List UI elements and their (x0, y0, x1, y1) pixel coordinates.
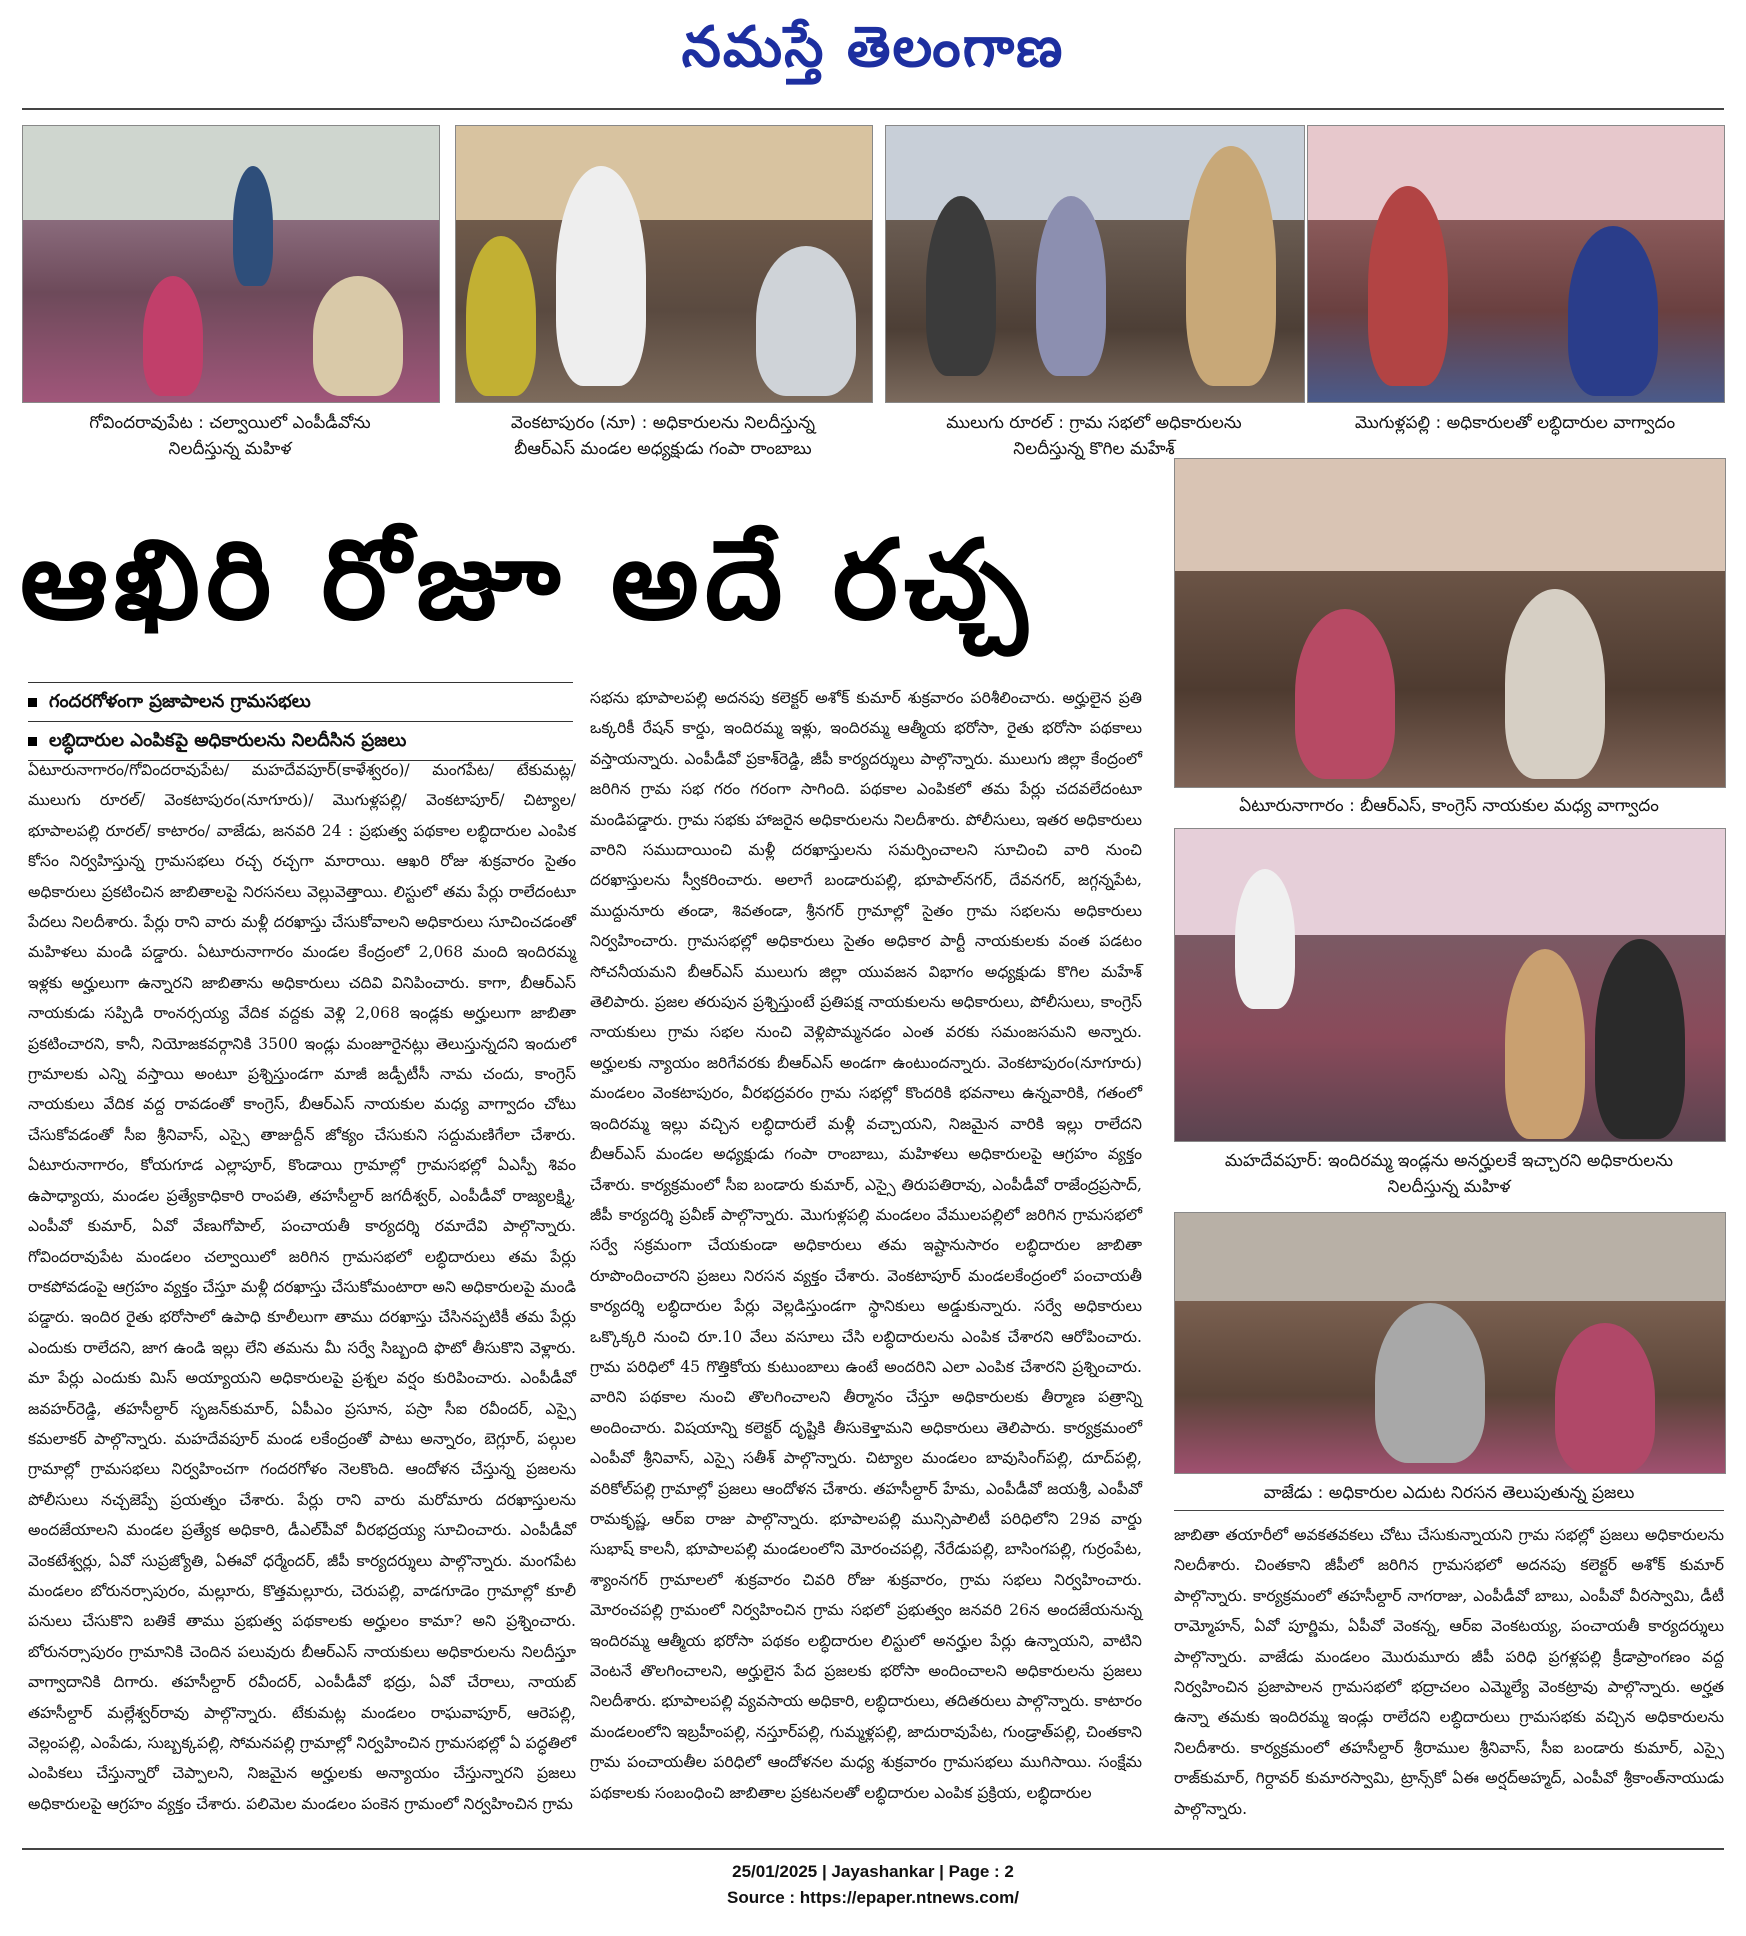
bullet-square-icon (28, 737, 37, 746)
caption-line: నిలదీస్తున్న కొగిల మహేశ్‌ (1013, 439, 1175, 459)
article-column-1 (28, 755, 576, 1813)
newspaper-title: నమస్తే తెలంగాణ (681, 14, 1065, 80)
photo-govindaraopet (22, 125, 440, 403)
bullet-square-icon (28, 698, 37, 707)
headline (20, 505, 1160, 655)
caption-divider (1174, 1510, 1724, 1511)
footer-divider (22, 1848, 1724, 1850)
article-text: జాబితా తయారీలో అవకతవకలు చోటు చేసుకున్నాయని గ్రామ సభల్లో ప్రజలు అధికారులను నిలదీశారు. చింతకాని జీపీలో జరిగిన గ్రామసభలో అదనపు కలెక్టర్‌ అశోక్‌ కుమార్‌ పాల్గొన్నారు. కార్యక్రమంలో తహసీల్దార్‌ నాగరాజు, ఎంపీడీవో బాబు, ఎంపీవో వీరస్వామి, డీటీ రామ్మోహన్‌, ఏవో పూర్ణిమ, ఏపీవో వెంకన్న, ఆర్‌ఐ వెంకటయ్య, పంచాయతీ కార్యదర్శులు పాల్గొన్నారు. వాజేడు మండలం మొరుమూరు జీపీ పరిధి ప్రగళ్లపల్లి క్రీడాప్రాంగణం వద్ద నిర్వహించిన ప్రజాపాలన గ్రామసభలో భద్రాచలం ఎమ్మెల్యే వెంకట్రావు పాల్గొన్నారు. అర్హత ఉన్నా తమకు ఇందిరమ్మ ఇండ్లు రాలేదని లబ్ధిదారులు గ్రామసభకు వచ్చిన అధికారులను నిలదీశారు. కార్యక్రమంలో తహసీల్దార్‌ శ్రీరాముల శ్రీనివాస్‌, సీఐ బండారు కుమార్‌, ఎస్సై రాజ్‌కుమార్‌, గిర్దావర్‌ కుమారస్వామి, ట్రాన్స్‌కో ఏఈ అర్షద్‌అహ్మద్‌, ఎంపీవో శ్రీకాంత్‌నాయుడు పాల్గొన్నారు. (1174, 1526, 1724, 1818)
bullet-item (28, 724, 573, 758)
subheading-bullets (28, 680, 573, 763)
caption-line: ఏటూరునాగారం : బీఆర్‌ఎస్‌, కాంగ్రెస్‌ నాయకుల మధ్య వాగ్వాదం (1239, 796, 1659, 816)
caption-line: వాజేడు : అధికారుల ఎదుట నిరసన తెలుపుతున్న ప్రజలు (1263, 1483, 1635, 1503)
caption-line: నిలదీస్తున్న మహిళ (168, 439, 292, 459)
photo-caption-eturunagaram (1174, 793, 1724, 819)
photo-venkatapuram (455, 125, 873, 403)
masthead (0, 0, 1746, 90)
caption-line: బీఆర్‌ఎస్‌ మండల అధ్యక్షుడు గంపా రాంబాబు (514, 439, 812, 459)
caption-line: మహదేవపూర్‌: ఇందిరమ్మ ఇండ్లను అనర్హులకే ఇచ్చారని అధికారులను (1224, 1151, 1674, 1171)
footer-source-line: Source : https://epaper.ntnews.com/ (727, 1888, 1019, 1907)
masthead-divider (22, 108, 1724, 110)
caption-line: వెంకటాపురం (నూ) : అధికారులను నిలదీస్తున్న (510, 413, 816, 433)
photo-caption-vajedu (1174, 1480, 1724, 1506)
photo-mogullapalli (1307, 125, 1725, 403)
article-text: సభను భూపాలపల్లి అదనపు కలెక్టర్‌ అశోక్‌ కుమార్‌ శుక్రవారం పరిశీలించారు. అర్హులైన ప్రతి ఒక్కరికీ రేషన్‌ కార్డు, ఇందిరమ్మ ఇళ్లు, ఇందిరమ్మ ఆత్మీయ భరోసా, రైతు భరోసా పథకాలు వస్తాయన్నారు. ఎంపీడీవో ప్రకాశ్‌రెడ్డి, జీపీ కార్యదర్శులు పాల్గొన్నారు. ములుగు జిల్లా కేంద్రంలో జరిగిన గ్రామ సభ గరం గరంగా సాగింది. పథకాల ఎంపికలో తమ పేర్లు చదవలేదంటూ మండిపడ్డారు. గ్రామ సభకు హాజరైన అధికారులను నిలదీశారు. పోలీసులు, ఇతర అధికారులు వారిని సముదాయించి మళ్లీ దరఖాస్తులను సమర్పించాలని సూచించి వారి నుంచి దరఖాస్తులను స్వీకరించారు. అలాగే బండారుపల్లి, భూపాల్‌నగర్‌, దేవనగర్‌, జగ్గన్నపేట, ముద్దునూరు తండా, శివతండా, శ్రీనగర్‌ గ్రామాల్లో సైతం గ్రామ సభలను అధికారులు నిర్వహించారు. గ్రామసభల్లో అధికారులు సైతం అధికార పార్టీ నాయకులకు వంత పడటం సోచనీయమని బీఆర్‌ఎస్‌ ములుగు జిల్లా యువజన విభాగం అధ్యక్షుడు కొగిల మహేశ్‌ తెలిపారు. ప్రజల తరుపున ప్రశ్నిస్తుంటే ప్రతిపక్ష నాయకులను అధికారులు, పోలీసులు, కాంగ్రెస్‌ నాయకులు గ్రామ సభల నుంచి వెళ్లిపొమ్మనడం ఎంత వరకు సమంజసమని అన్నారు. అర్హులకు న్యాయం జరిగేవరకు బీఆర్‌ఎస్‌ అండగా ఉంటుందన్నారు. వెంకటాపురం(నూగూరు) మండలం వెంకటాపురం, వీరభద్రవరం గ్రామ సభల్లో కొందరికి భవనాలు ఉన్నవారికి, గతంలో ఇందిరమ్మ ఇల్లు వచ్చిన లబ్ధిదారులే మళ్లీ వచ్చాయని, నిజమైన వారికి ఇల్లు రాలేదని బీఆర్‌ఎస్‌ మండల అధ్యక్షుడు గంపా రాంబాబు, మహిళలు అధికారులపై ఆగ్రహం వ్యక్తం చేశారు. కార్యక్రమంలో సీఐ బండారు కుమార్‌, ఎస్సై తిరుపతిరావు, ఎంపీడీవో రాజేంద్రప్రసాద్‌, జీపీ కార్యదర్శి ప్రవీణ్‌ పాల్గొన్నారు. మొగుళ్లపల్లి మండలం వేములపల్లిలో జరిగిన గ్రామసభలో సర్వే సక్రమంగా చేయకుండా అధికారులు తమ ఇష్టానుసారం లబ్ధిదారుల జాబితా రూపొందించారని ప్రజలు నిరసన వ్యక్తం చేశారు. వెంకటాపూర్‌ మండలకేంద్రంలో పంచాయతీ కార్యదర్శి లబ్ధిదారుల పేర్లు వెల్లడిస్తుండగా స్థానికులు అడ్డుకున్నారు. సర్వే అధికారులు ఒక్కొక్కరి నుంచి రూ.10 వేలు వసూలు చేసి లబ్ధిదారులను ఎంపిక చేశారని ఆరోపించారు. గ్రామ పరిధిలో 45 గొత్తికోయ కుటుంబాలు ఉంటే అందరిని ఎలా ఎంపిక చేశారని ప్రశ్నించారు. వారిని పథకాల నుంచి తొలగించాలని తీర్మానం చేస్తూ అధికారులకు తీర్మాణ పత్రాన్ని అందించారు. విషయాన్ని కలెక్టర్‌ దృష్టికి తీసుకెళ్తామని అధికారులు తెలిపారు. కార్యక్రమంలో ఎంపీవో శ్రీనివాస్‌, ఎస్సై సతీశ్‌ పాల్గొన్నారు. చిట్యాల మండలం బావుసింగ్‌పల్లి, దూద్‌పల్లి, వరికోల్‌పల్లి గ్రామాల్లో ప్రజలు ఆందోళన చేశారు. తహసీల్దార్‌ హేమ, ఎంపీడీవో జయశ్రీ, ఎంపీవో రామకృష్ణ, ఆర్‌ఐ రాజు పాల్గొన్నారు. భూపాలపల్లి మున్సిపాలిటీ పరిధిలోని 29వ వార్డు సుభాష్‌ కాలనీ, భూపాలపల్లి మండలంలోని మోరంచపల్లి, నేరేడుపల్లి, బాసింగపల్లి, గుర్రంపేట, శ్యాంనగర్‌ గ్రామాలలో శుక్రవారం చివరి రోజు శుక్రవారం, గ్రామ సభలు నిర్వహించారు. మోరంచపల్లి గ్రామంలో నిర్వహించిన గ్రామ సభలో ప్రభుత్వం జనవరి 26న అందజేయనున్న ఇందిరమ్మ ఆత్మీయ భరోసా పథకం లబ్ధిదారుల లిస్టులో అనర్హుల పేర్లు ఉన్నాయని, వాటిని వెంటనే తొలగించాలని, అర్హులైన పేద ప్రజలకు భరోసా అందించాలని అధికారులను ప్రజలు నిలదీశారు. భూపాలపల్లి వ్యవసాయ అధికారి, లబ్ధిదారులు, తదితరులు పాల్గొన్నారు. కాటారం మండలంలోని ఇబ్రహీంపల్లి, నస్తూర్‌పల్లి, గుమ్మళ్లపల్లి, జాదురావుపేట, గుండ్రాత్‌పల్లి, చింతకాని గ్రామ పంచాయతీల పరిధిలో ఆందోళనల మధ్య శుక్రవారం గ్రామసభలు ముగిసాయి. సంక్షేమ పథకాలకు సంబంధించి జాబితాల ప్రకటనలతో లబ్ధిదారుల ఎంపిక ప్రక్రియ, లబ్ధిదారుల (590, 689, 1143, 1802)
photo-caption-govindaraopet (22, 410, 438, 462)
photo-eturunagaram (1174, 458, 1726, 788)
caption-line: గోవిందరావుపేట : చల్వాయిలో ఎంపీడీవోను (89, 413, 371, 433)
photo-vajedu (1174, 1212, 1726, 1474)
headline-text: ఆఖిరి రోజూ అదే రచ్చ (20, 516, 1034, 644)
bullet-item (28, 685, 573, 719)
photo-mahadevpur (1174, 828, 1726, 1142)
bullet-divider (28, 721, 573, 722)
bullet-divider (28, 682, 573, 683)
photo-caption-mogullapalli (1307, 410, 1723, 436)
caption-line: నిలదీస్తున్న మహిళ (1387, 1177, 1511, 1197)
photo-mulugu-rural (885, 125, 1305, 403)
photo-caption-mahadevpur (1174, 1148, 1724, 1200)
article-column-3 (1174, 1520, 1724, 1818)
photo-caption-venkatapuram (455, 410, 871, 462)
bullet-text: గందరగోళంగా ప్రజాపాలన గ్రామసభలు (49, 691, 311, 712)
article-column-2 (590, 683, 1143, 1802)
bullet-text: లబ్ధిదారుల ఎంపికపై అధికారులను నిలదీసిన ప్రజలు (49, 730, 407, 751)
article-text: ఏటూరునాగారం/గోవిందరావుపేట/ మహదేవపూర్‌(కాళేశ్వరం)/ మంగపేట/ టేకుమట్ల/ ములుగు రూరల్‌/ వెంకటాపురం(నూగూరు)/ మొగుళ్లపల్లి/ వెంకటాపూర్‌/ చిట్యాల/ భూపాలపల్లి రూరల్‌/ కాటారం/ వాజేడు, జనవరి 24 : ప్రభుత్వ పథకాల లబ్ధిదారుల ఎంపిక కోసం నిర్వహిస్తున్న గ్రామసభలు రచ్చ రచ్చగా మారాయి. ఆఖరి రోజు శుక్రవారం సైతం అధికారులు ప్రకటించిన జాబితాలపై నిరసనలు వెల్లువెత్తాయి. లిస్టులో తమ పేర్లు రాలేదంటూ పేదలు నిలదీశారు. పేర్లు రాని వారు మళ్లీ దరఖాస్తు చేసుకోవాలని అధికారులు సూచించడంతో మహిళలు మండి పడ్డారు. ఏటూరునాగారం మండల కేంద్రంలో 2,068 మంది ఇందిరమ్మ ఇళ్లకు అర్హులుగా ఉన్నారని జాబితాను అధికారులు చదివి వినిపించారు. కాగా, బీఆర్‌ఎస్‌ నాయకుడు సప్పిడి రాంనర్సయ్య వేదిక వద్దకు వెళ్లి 2,068 ఇండ్లకు అర్హులుగా జాబితా ప్రకటించారని, కానీ, నియోజకవర్గానికి 3500 ఇండ్లు మంజూరైనట్లు తెలుస్తున్నదని ఇందులో గ్రామాలకు ఎన్ని వస్తాయి అంటూ ప్రశ్నిస్తుండగా మాజీ జడ్పీటీసీ నామ చందు, కాంగ్రెస్‌ నాయకులు వేదిక వద్ద రావడంతో కాంగ్రెస్‌, బీఆర్‌ఎస్‌ నాయకుల మధ్య వాగ్వాదం చోటు చేసుకోవడంతో సీఐ శ్రీనివాస్‌, ఎస్సై తాజుద్దీన్‌ జోక్యం చేసుకుని సద్దుమణిగేలా చేశారు. ఏటూరునాగారం, కోయగూడ ఎల్లాపూర్‌, కొండాయి గ్రామాల్లో గ్రామసభల్లో ఏఎస్పీ శివం ఉపాధ్యాయ, మండల ప్రత్యేకాధికారి రాంపతి, తహసీల్దార్‌ జగదీశ్వర్‌, ఎంపీడీవో రాజ్యలక్ష్మి, ఎంపీవో కుమార్‌, ఏవో వేణుగోపాల్‌, పంచాయతీ కార్యదర్శి రమాదేవి పాల్గొన్నారు. గోవిందరావుపేట మండలం చల్వాయిలో జరిగిన గ్రామసభలో లబ్ధిదారులు తమ పేర్లు రాకపోవడంపై ఆగ్రహం వ్యక్తం చేస్తూ మళ్లీ దరఖాస్తు చేసుకోమంటారా అని అధికారులపై మండి పడ్డారు. ఇందిర రైతు భరోసాలో ఉపాధి కూలీలుగా తాము దరఖాస్తు చేసినప్పటికీ తమ పేర్లు ఎందుకు రాలేదని, జాగ ఉండి ఇల్లు లేని తమను మీ సర్వే సిబ్బంది ఫొటో తీసుకొని వెళ్లారు. మా పేర్లు ఎందుకు మిస్‌ అయ్యాయని అధికారులపై ప్రశ్నల వర్షం కురిపించారు. ఎంపీడీవో జవహర్‌రెడ్డి, తహసీల్దార్‌ సృజన్‌కుమార్‌, ఏపీఎం ప్రసూన, పస్రా సీఐ రవీందర్‌, ఎస్సై కమలాకర్‌ పాల్గొన్నారు. మహదేవపూర్‌ మండ లకేంద్రంతో పాటు అన్నారం, బెగ్లూర్‌, పల్గుల గ్రామాల్లో గ్రామసభలు నిర్వహించగా గందరగోళం నెలకొంది. ఆందోళన చేస్తున్న ప్రజలను పోలీసులు నచ్చజెప్పే ప్రయత్నం చేశారు. పేర్లు రాని వారు మరోమారు దరఖాస్తులను అందజేయాలని మండల ప్రత్యేక అధికారి, డీఎల్‌పీవో వీరభద్రయ్య సూచించారు. ఎంపీడీవో వెంకటేశ్వర్లు, ఏవో సుప్రజ్యోతి, ఏఈవో ధర్మేందర్‌, జీపీ కార్యదర్శులు పాల్గొన్నారు. మంగపేట మండలం బోరునర్సాపురం, మల్లూరు, కొత్తమల్లూరు, చెరుపల్లి, వాడగూడెం గ్రామాల్లో కూలీ పనులు చేసుకొని బతికే తాము ప్రభుత్వ పథకాలకు అర్హులం కామా? అని ప్రశ్నించారు. బోరునర్సాపురం గ్రామానికి చెందిన పలువురు బీఆర్‌ఎస్‌ నాయకులు అధికారులను నిలదీస్తూ వాగ్వాదానికి దిగారు. తహసీల్దార్‌ రవీందర్‌, ఎంపీడీవో భద్రు, ఏవో చేరాలు, నాయబ్‌ తహసీల్దార్‌ మల్లేశ్వర్‌రావు పాల్గొన్నారు. టేకుమట్ల మండలం రాఘవాపూర్‌, ఆరెపల్లి, వెల్లంపల్లి, ఎంపేడు, సుబ్బక్కపల్లి, సోమనపల్లి గ్రామాల్లో నిర్వహించిన గ్రామసభల్లో ఏ పద్ధతిలో ఎంపికలు చేస్తున్నారో చెప్పాలని, నిజమైన అర్హులకు అన్యాయం చేస్తున్నారని ప్రజలు అధికారులపై ఆగ్రహం వ్యక్తం చేశారు. పలిమెల మండలం పంకెన గ్రామంలో నిర్వహించిన గ్రామ (28, 761, 576, 1813)
photo-caption-mulugu-rural (885, 410, 1303, 462)
caption-line: ములుగు రూరల్‌ : గ్రామ సభలో అధికారులను (946, 413, 1242, 433)
footer-edition-line: 25/01/2025 | Jayashankar | Page : 2 (732, 1862, 1014, 1881)
caption-line: మొగుళ్లపల్లి : అధికారులతో లబ్ధిదారుల వాగ్వాదం (1354, 413, 1676, 433)
